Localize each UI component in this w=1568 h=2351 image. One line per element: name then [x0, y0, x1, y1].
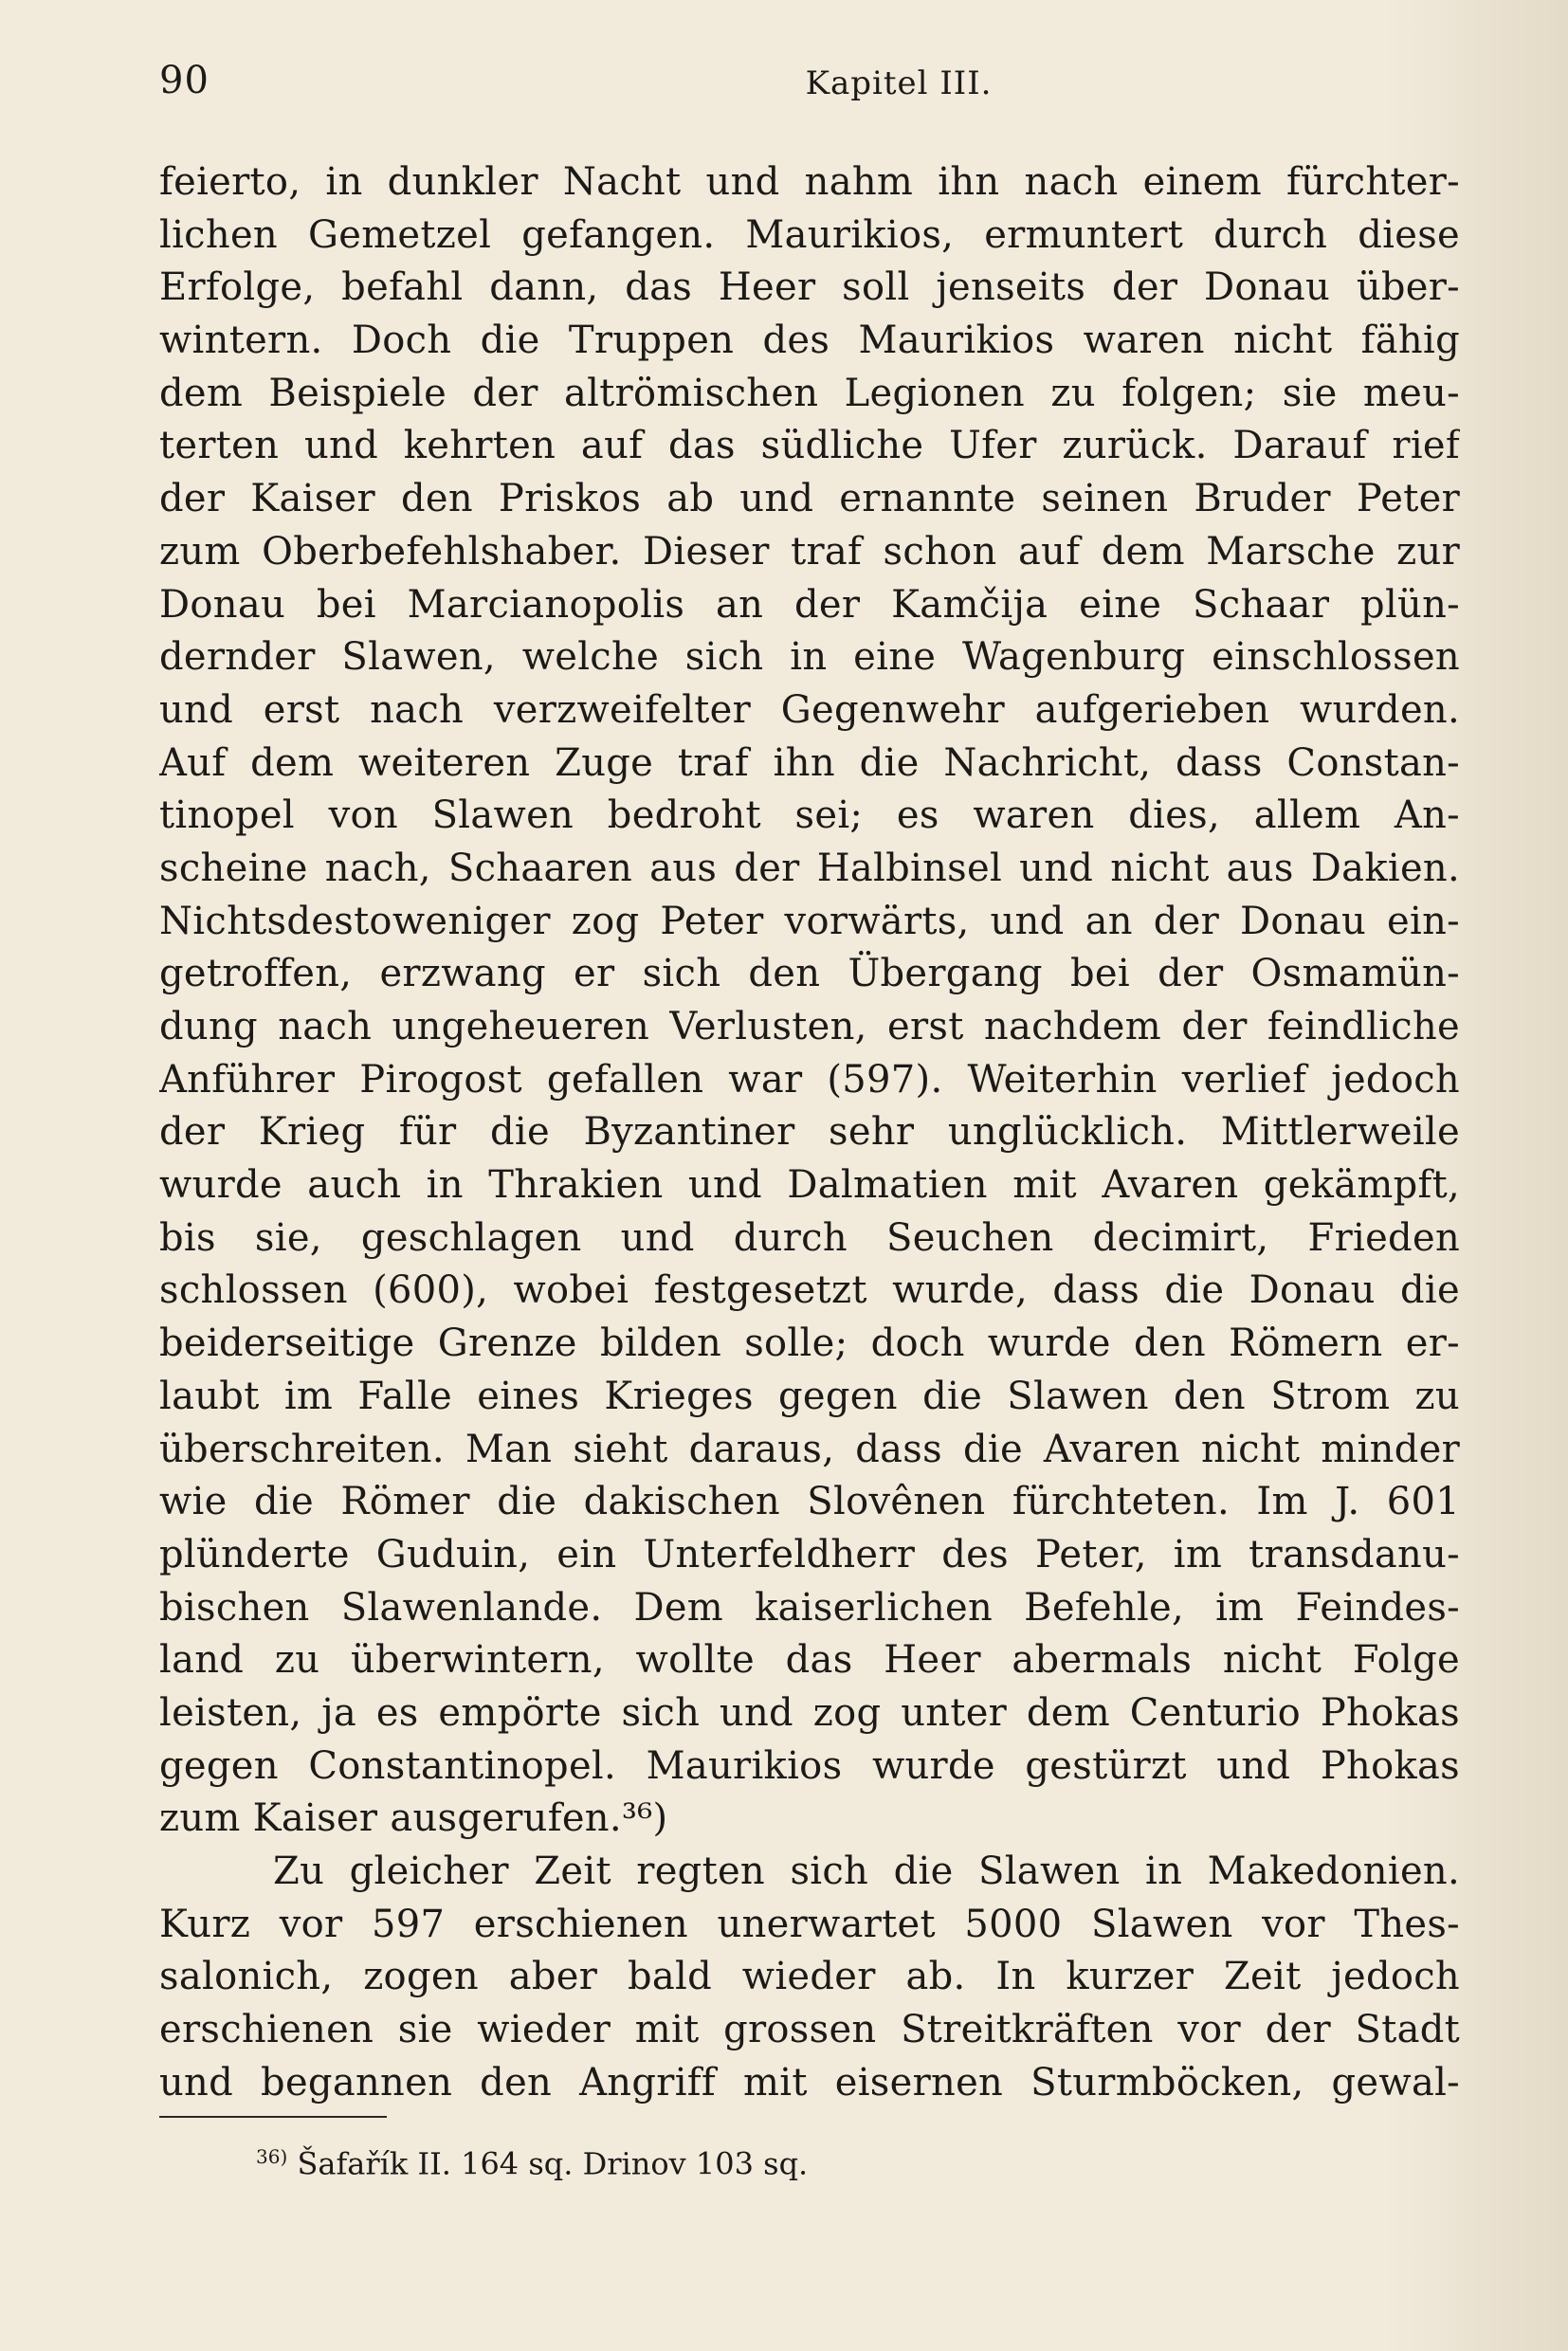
text-line: lichen Gemetzel gefangen. Maurikios, ermuntert durch diese	[159, 212, 1460, 257]
text-line: Erfolge, befahl dann, das Heer soll jenseits der Donau über-	[159, 265, 1460, 310]
text-line: erschienen sie wieder mit grossen Streitkräften vor der Stadt	[159, 2008, 1460, 2052]
text-line: salonich, zogen aber bald wieder ab. In kurzer Zeit jedoch	[159, 1955, 1460, 1999]
text-line: Kurz vor 597 erschienen unerwartet 5000 Slawen vor Thes-	[159, 1902, 1460, 1946]
text-line: der Krieg für die Byzantiner sehr unglücklich. Mittlerweile	[159, 1110, 1460, 1155]
text-line: wurde auch in Thrakien und Dalmatien mit Avaren gekämpft,	[159, 1163, 1460, 1208]
text-line: getroffen, erzwang er sich den Übergang bei der Osmamün-	[159, 952, 1460, 996]
text-line: überschreiten. Man sieht daraus, dass die Avaren nicht minder	[159, 1427, 1460, 1471]
text-line: der Kaiser den Priskos ab und ernannte seinen Bruder Peter	[159, 477, 1460, 521]
text-line: bischen Slawenlande. Dem kaiserlichen Befehle, im Feindes-	[159, 1585, 1460, 1630]
text-line: scheine nach, Schaaren aus der Halbinsel und nicht aus Dakien.	[159, 846, 1460, 890]
text-line: und begannen den Angriff mit eisernen Sturmböcken, gewal-	[159, 2060, 1460, 2105]
text-line: laubt im Falle eines Krieges gegen die Slawen den Strom zu	[159, 1374, 1460, 1418]
body-text	[159, 156, 1460, 2109]
running-title: Kapitel III.	[805, 64, 993, 102]
text-line: Auf dem weiteren Zuge traf ihn die Nachricht, dass Constan-	[159, 740, 1460, 785]
footnote-divider	[159, 2116, 387, 2118]
text-line: leisten, ja es empörte sich und zog unter dem Centurio Phokas	[159, 1690, 1460, 1735]
footnote-text: Šafařík II. 164 sq. Drinov 103 sq.	[297, 2145, 809, 2182]
text-line: Zu gleicher Zeit regten sich die Slawen in Makedonien.	[273, 1850, 1460, 1893]
text-line: zum Oberbefehlshaber. Dieser traf schon auf dem Marsche zur	[159, 529, 1460, 574]
text-line: terten und kehrten auf das südliche Ufer zurück. Darauf rief	[159, 424, 1460, 468]
text-line: beiderseitige Grenze bilden solle; doch wurde den Römern er-	[159, 1321, 1460, 1366]
text-line: dem Beispiele der altrömischen Legionen zu folgen; sie meu-	[159, 371, 1460, 415]
text-line: gegen Constantinopel. Maurikios wurde gestürzt und Phokas	[159, 1743, 1460, 1788]
footnote	[256, 2133, 808, 2188]
text-line: Donau bei Marcianopolis an der Kamčija eine Schaar plün-	[159, 582, 1460, 627]
text-line: zum Kaiser ausgerufen.³⁶)	[159, 1796, 668, 1841]
page-number: 90	[159, 59, 210, 102]
text-line: dung nach ungeheueren Verlusten, erst nachdem der feindliche	[159, 1005, 1460, 1048]
text-line: land zu überwintern, wollte das Heer abermals nicht Folge	[159, 1638, 1460, 1683]
text-line: bis sie, geschlagen und durch Seuchen decimirt, Frieden	[159, 1215, 1460, 1260]
page-header	[159, 59, 1468, 116]
text-line: plünderte Guduin, ein Unterfeldherr des Peter, im transdanu-	[159, 1532, 1460, 1576]
text-line: feierto, in dunkler Nacht und nahm ihn nach einem fürchter-	[159, 160, 1460, 204]
text-line: wie die Römer die dakischen Slovênen fürchteten. Im J. 601	[159, 1480, 1460, 1524]
text-line: schlossen (600), wobei festgesetzt wurde, dass die Donau die	[159, 1268, 1460, 1313]
footnote-mark: 36)	[256, 2145, 288, 2168]
text-line: Nichtsdestoweniger zog Peter vorwärts, und an der Donau ein-	[159, 899, 1460, 943]
text-line: dernder Slawen, welche sich in eine Wagenburg einschlossen	[159, 635, 1460, 680]
text-line: und erst nach verzweifelter Gegenwehr aufgerieben wurden.	[159, 687, 1460, 732]
text-line: tinopel von Slawen bedroht sei; es waren dies, allem An-	[159, 793, 1460, 838]
text-line: wintern. Doch die Truppen des Maurikios waren nicht fähig	[159, 319, 1460, 363]
text-line: Anführer Pirogost gefallen war (597). Weiterhin verlief jedoch	[159, 1057, 1460, 1102]
